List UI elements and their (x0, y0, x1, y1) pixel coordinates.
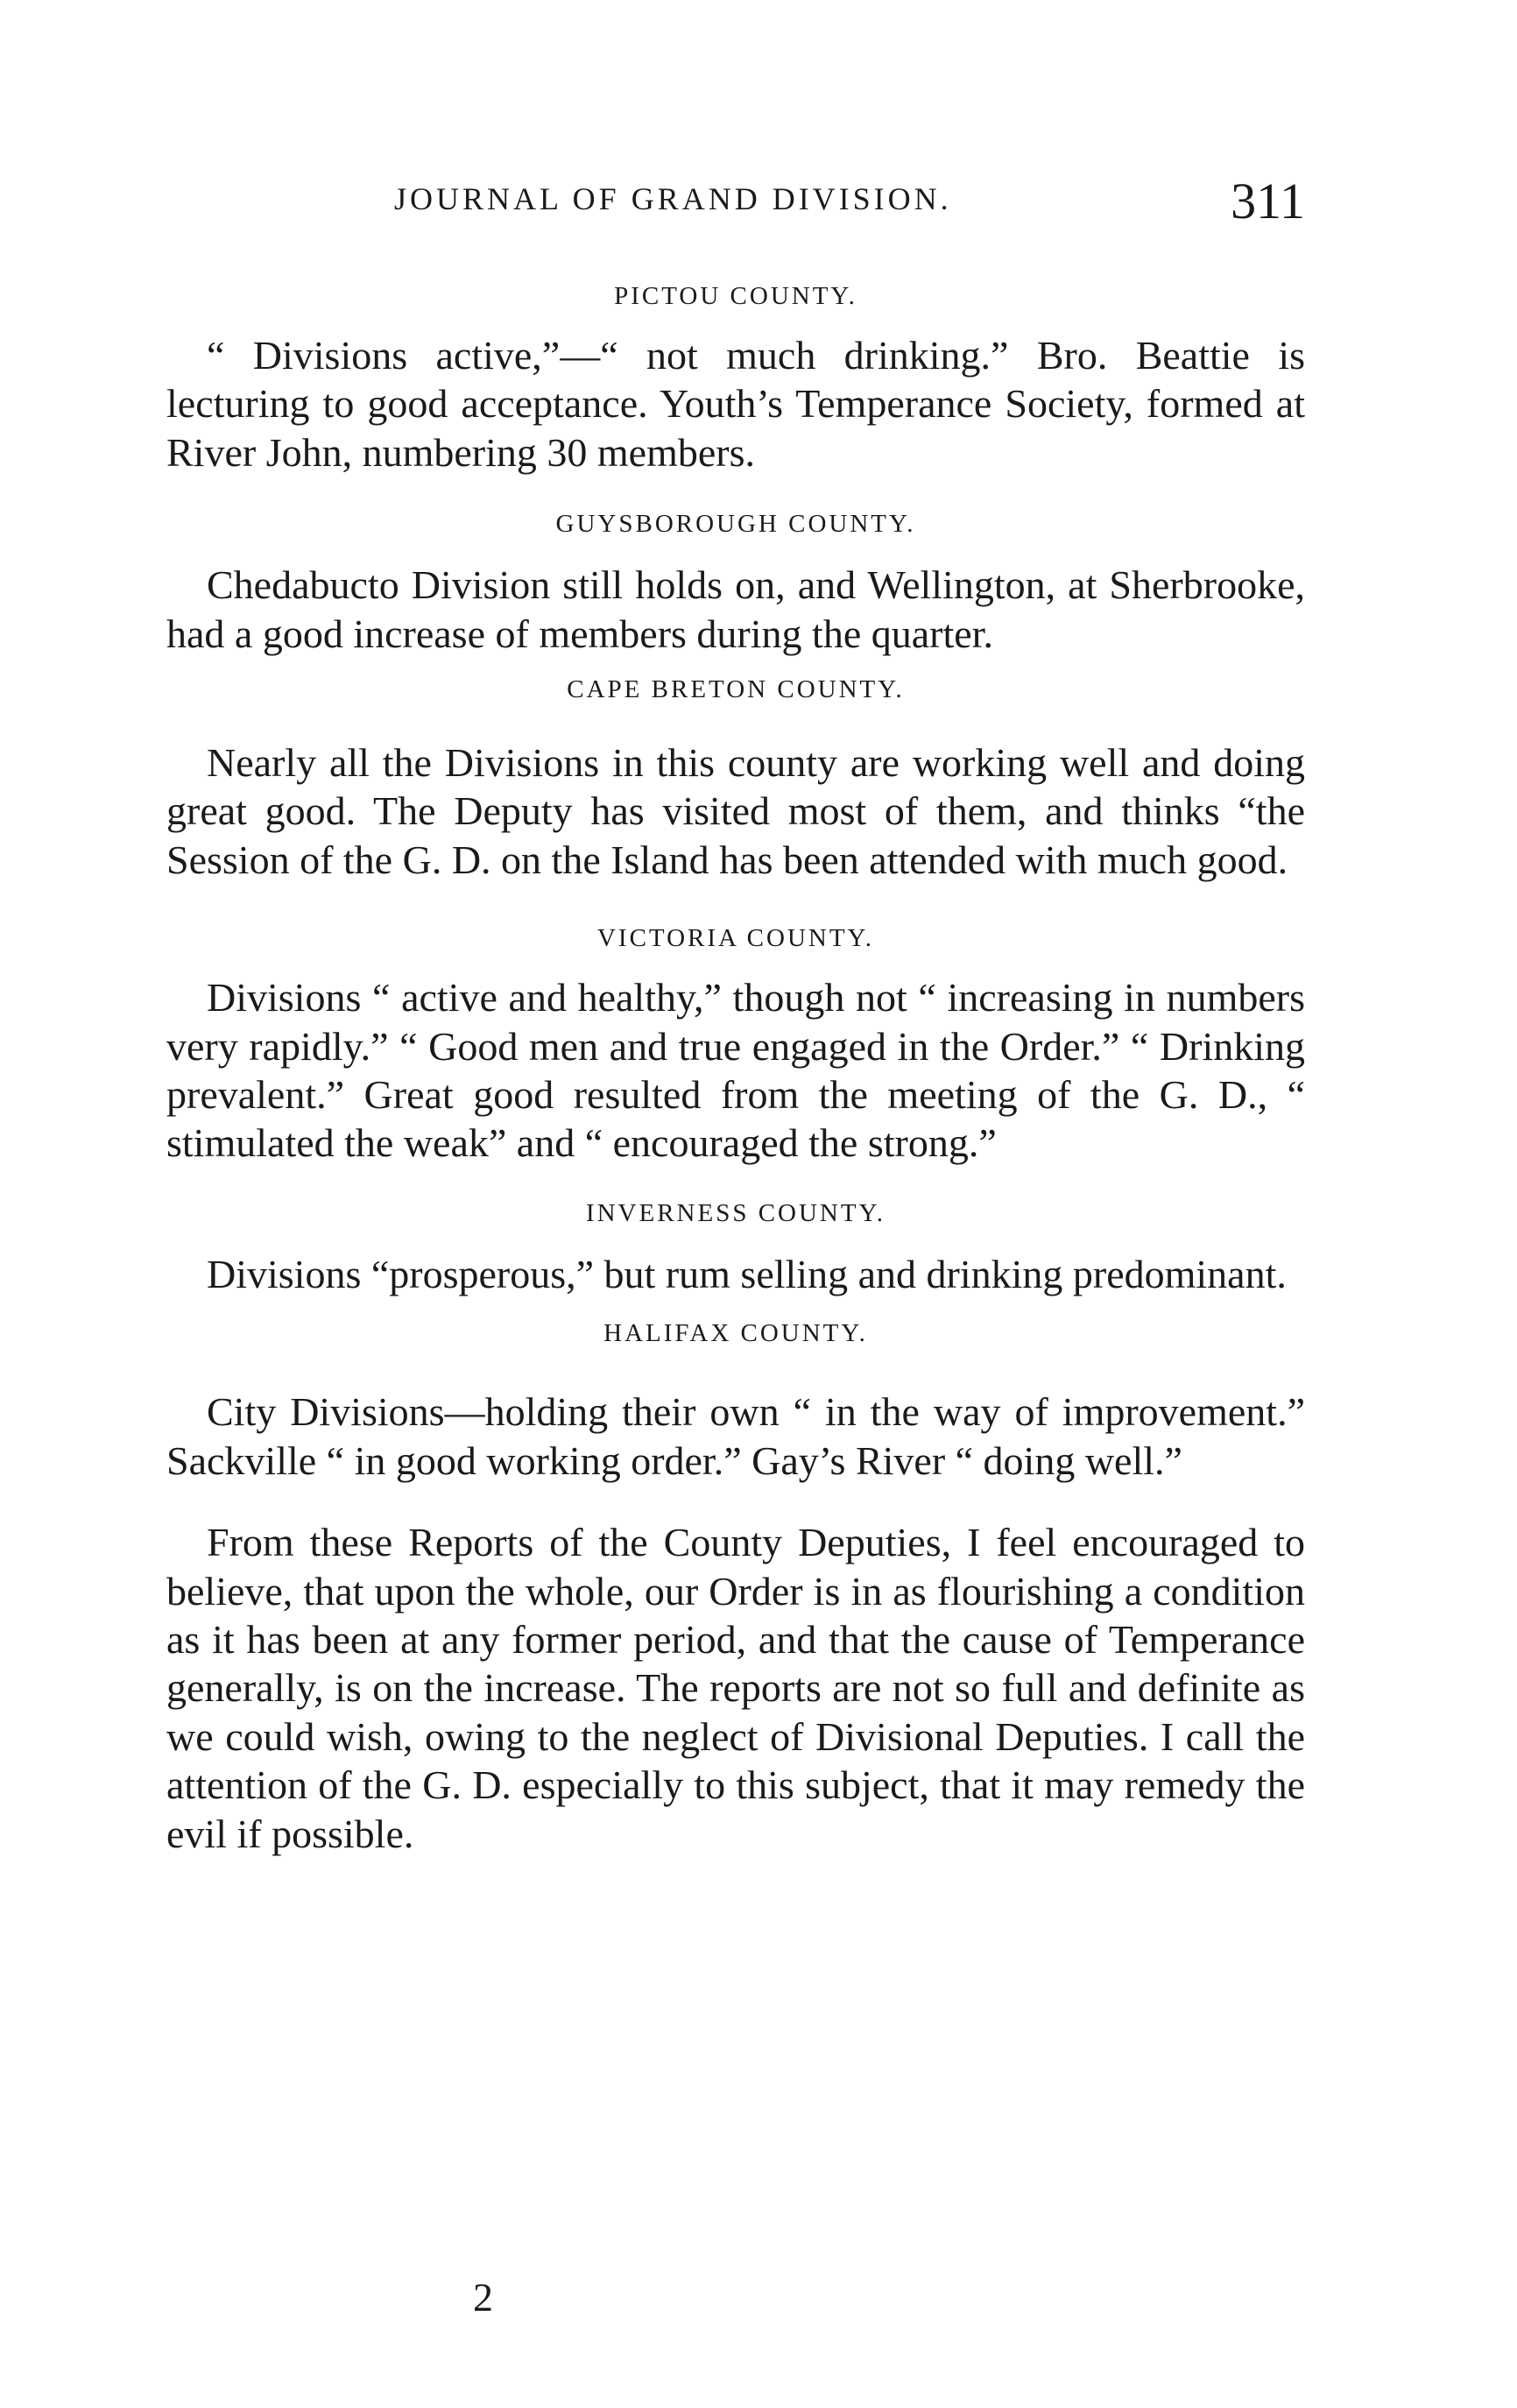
signature-mark: 2 (473, 2275, 493, 2320)
section-text-cape-breton: Nearly all the Divisions in this county are working well and doing great good. The Deputy has visited most of them, and thinks “the Session of the G. D. on the Island has been attended with much good. (166, 740, 1305, 882)
section-heading-halifax: HALIFAX COUNTY. (603, 1319, 868, 1348)
text-column (166, 263, 1305, 1858)
section-text-halifax: City Divisions—holding their own “ in the way of improvement.” Sackville “ in good working order.” Gay’s River “ doing well.” (166, 1389, 1305, 1483)
section-text-victoria: Divisions “ active and healthy,” though not “ increasing in numbers very rapidly.” “ Good men and true engaged in the Order.” “ Drinking prevalent.” Great good resulted from the meeting of the G. D., “ stimulated the weak” and “ encouraged the strong.” (166, 975, 1305, 1166)
section-heading-pictou: PICTOU COUNTY. (614, 282, 857, 310)
running-title: JOURNAL OF GRAND DIVISION. (394, 181, 952, 216)
concluding-paragraph: From these Reports of the County Deputies, I feel encouraged to believe, that upon the whole, our Order is in as flourishing a condition as it has been at any former period, and that the cause of Temperance generally, is on the increase. The reports are not so full and definite as we could wish, owing to the neglect of Divisional Deputies. I call the attention of the G. D. especially to this subject, that it may remedy the evil if possible. (166, 1520, 1305, 1856)
section-heading-inverness: INVERNESS COUNTY. (585, 1198, 886, 1227)
section-text-guysborough: Chedabucto Division still holds on, and Wellington, at Sherbrooke, had a good increase of members during the quarter. (166, 562, 1305, 656)
section-heading-guysborough: GUYSBOROUGH COUNTY. (555, 510, 916, 539)
page-number: 311 (1231, 173, 1305, 230)
running-head (394, 172, 1305, 233)
section-text-inverness: Divisions “prosperous,” but rum selling and drinking predominant. (207, 1251, 1287, 1296)
section-text-pictou: “ Divisions active,”—“ not much drinking.” Bro. Beattie is lecturing to good acceptance. Youth’s Temperance Society, formed at River John, numbering 30 members. (166, 333, 1305, 475)
section-heading-victoria: VICTORIA COUNTY. (596, 924, 874, 953)
section-heading-cape-breton: CAPE BRETON COUNTY. (567, 675, 905, 704)
